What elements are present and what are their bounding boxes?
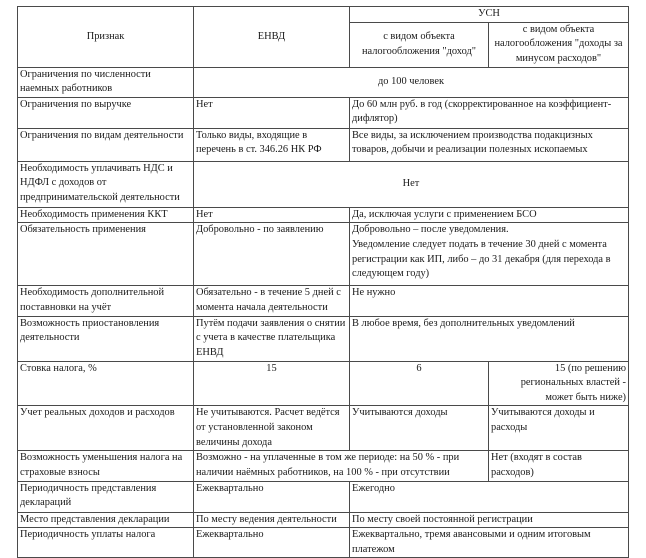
header-usn-income: с видом объекта налогообложения "доход" xyxy=(350,22,489,67)
table-row xyxy=(18,67,629,97)
header-feature: Признак xyxy=(18,7,194,68)
table-row xyxy=(18,97,629,128)
feature-cell: Место представления декларации xyxy=(18,512,194,528)
table-row xyxy=(18,207,629,223)
merged-cell: до 100 человек xyxy=(194,67,629,97)
usn-cell: По месту своей постоянной регистрации xyxy=(350,512,629,528)
usn-cell: Все виды, за исключением производства подакцизных товаров, добычи и реализации полезных ископаемых xyxy=(350,128,629,161)
envd-cell: Ежеквартально xyxy=(194,481,350,512)
table-row xyxy=(18,361,629,406)
feature-cell: Стовка налога, % xyxy=(18,361,194,406)
envd-cell: Обязательно - в течение 5 дней с момента начала деятельности xyxy=(194,286,350,316)
feature-cell: Необходимость дополнительной поставновки на учёт xyxy=(18,286,194,316)
usn-income-cell: Учитываются доходы xyxy=(350,406,489,451)
envd-cell: Ежеквартально xyxy=(194,528,350,558)
table-row xyxy=(18,286,629,316)
envd-cell: Нет xyxy=(194,97,350,128)
envd-cell: Нет xyxy=(194,207,350,223)
envd-cell: Путём подачи заявления о снятии с учета в качестве плательщика ЕНВД xyxy=(194,316,350,361)
feature-cell: Возможность приостановления деятельности xyxy=(18,316,194,361)
envd-cell: По месту ведения деятельности xyxy=(194,512,350,528)
feature-cell: Необходимость уплачивать НДС и НДФЛ с доходов от предпринимательской деятельности xyxy=(18,161,194,207)
envd-cell: 15 xyxy=(194,361,350,406)
table-row xyxy=(18,406,629,451)
envd-cell: Только виды, входящие в перечень в ст. 346.26 НК РФ xyxy=(194,128,350,161)
envd-usn-income-cell: Возможно - на уплаченные в том же периоде: на 50 % - при наличии наёмных работников, на 100 % - при отсутствии xyxy=(194,451,489,481)
feature-cell: Необходимость применения ККТ xyxy=(18,207,194,223)
usn-cell: Не нужно xyxy=(350,286,629,316)
feature-cell: Периодичность уплаты налога xyxy=(18,528,194,558)
feature-cell: Ограничения по видам деятельности xyxy=(18,128,194,161)
usn-cell xyxy=(350,223,629,286)
table-row xyxy=(18,223,629,286)
tax-comparison-table xyxy=(17,6,629,558)
table-row xyxy=(18,316,629,361)
table-row xyxy=(18,481,629,512)
header-row xyxy=(18,7,629,23)
usn-cell: Ежегодно xyxy=(350,481,629,512)
usn-income-cell: 6 xyxy=(350,361,489,406)
table-row xyxy=(18,512,629,528)
feature-cell: Обязательность применения xyxy=(18,223,194,286)
usn-income-minus-cell: Учитываются доходы и расходы xyxy=(489,406,629,451)
header-envd: ЕНВД xyxy=(194,7,350,68)
usn-income-minus-cell: Нет (входят в состав расходов) xyxy=(489,451,629,481)
envd-cell: Не учитываются. Расчет ведётся от установленной законом величины дохода xyxy=(194,406,350,451)
table-row xyxy=(18,451,629,481)
table-row xyxy=(18,128,629,161)
usn-cell-line: Уведомление следует подать в течение 30 дней с момента регистрации как ИП, либо – до 31 декабря (для перехода в следующем году) xyxy=(352,238,611,280)
feature-cell: Периодичность представления деклараций xyxy=(18,481,194,512)
usn-cell: До 60 млн руб. в год (скорректированное на коэффициент-дифлятор) xyxy=(350,97,629,128)
envd-cell: Добровольно - по заявлению xyxy=(194,223,350,286)
feature-cell: Возможность уменьшения налога на страховые взносы xyxy=(18,451,194,481)
merged-cell: Нет xyxy=(194,161,629,207)
feature-cell: Учет реальных доходов и расходов xyxy=(18,406,194,451)
usn-cell: В любое время, без дополнительных уведомлений xyxy=(350,316,629,361)
usn-cell: Ежеквартально, тремя авансовыми и одним итоговым платежом xyxy=(350,528,629,558)
feature-cell: Ограничения по численности наемных работников xyxy=(18,67,194,97)
header-usn-income-minus: с видом объекта налогообложения "доходы за минусом расходов" xyxy=(489,22,629,67)
header-usn: УСН xyxy=(350,7,629,23)
usn-income-minus-cell: 15 (по решению региональных властей - может быть ниже) xyxy=(489,361,629,406)
feature-cell: Ограничения по выручке xyxy=(18,97,194,128)
table-row xyxy=(18,528,629,558)
usn-cell: Да, исключая услуги с применением БСО xyxy=(350,207,629,223)
usn-cell-line: Добровольно – после уведомления. xyxy=(352,224,509,236)
table-row xyxy=(18,161,629,207)
